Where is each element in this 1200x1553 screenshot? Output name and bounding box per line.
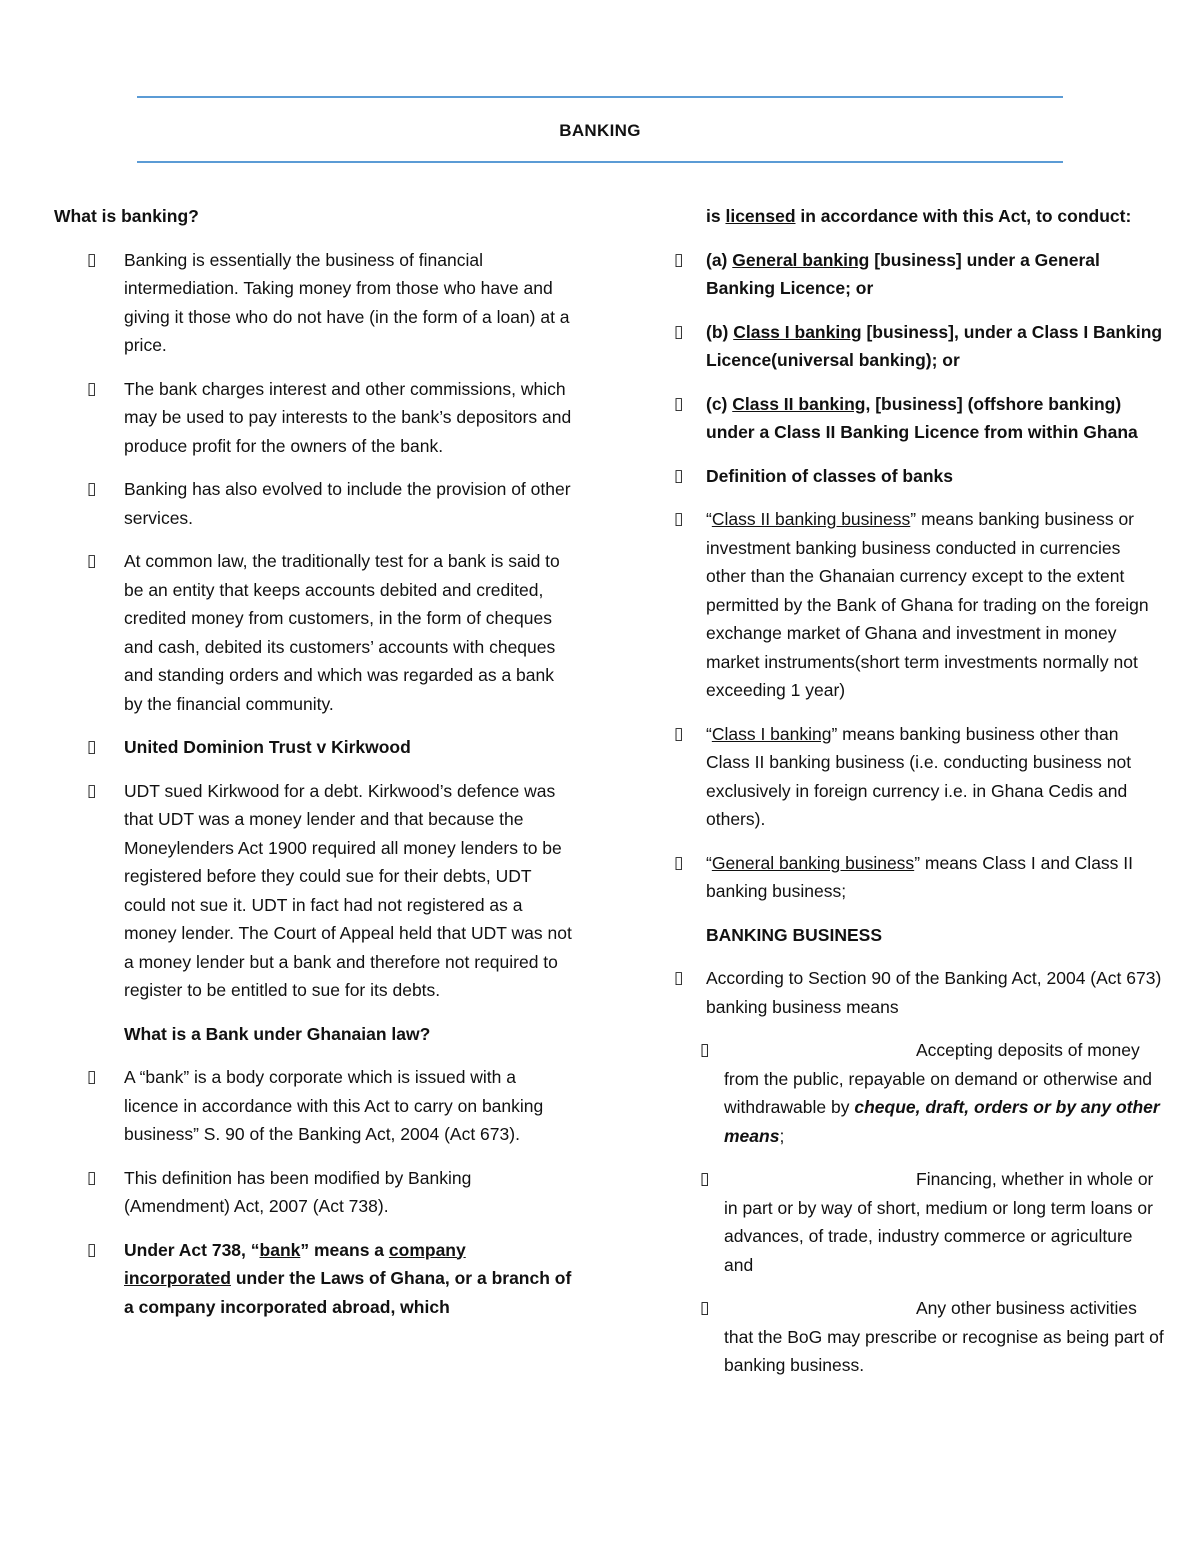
section-heading-banking-business: BANKING BUSINESS	[706, 924, 882, 945]
bullet-icon: ▯	[87, 378, 97, 398]
list-item-text: The bank charges interest and other commissions, which may be used to pay interests to the bank’s depositors and produce profit for the owners of the bank.	[124, 378, 572, 456]
bullet-icon: ▯	[700, 1040, 710, 1059]
bullet-icon: ▯	[87, 551, 97, 570]
bullet-icon: ▯	[700, 1298, 710, 1317]
bullet-icon: ▯	[674, 249, 684, 269]
sub-item-deposits: ▯ Accepting deposits of money from the public, repayable on demand or otherwise and withdrawable by cheque, draft, orders or by any other means;	[674, 1036, 1164, 1150]
section-heading-what-is-banking: What is banking?	[54, 206, 199, 226]
case-title: ▯ United Dominion Trust v Kirkwood	[54, 733, 574, 762]
definition-continuation: is licensed in accordance with this Act, to conduct:	[706, 206, 1132, 226]
header-bottom-rule	[137, 161, 1063, 163]
bullet-icon: ▯	[87, 737, 97, 756]
section-heading-classes: ▯ Definition of classes of banks	[674, 462, 1164, 491]
section-heading-ghanaian-law: What is a Bank under Ghanaian law?	[124, 1023, 431, 1044]
list-item: ▯ According to Section 90 of the Banking Act, 2004 (Act 673) banking business means	[674, 964, 1164, 1021]
sub-item-financing: ▯ Financing, whether in whole or in part or by way of short, medium or long term loans or advances, of trade, industry commerce or agriculture and	[674, 1165, 1164, 1279]
list-item: ▯ This definition has been modified by Banking (Amendment) Act, 2007 (Act 738).	[54, 1164, 574, 1221]
list-item	[54, 547, 574, 718]
bullet-icon: ▯	[87, 1167, 97, 1187]
bullet-icon: ▯	[674, 968, 684, 987]
list-item-text: Banking has also evolved to include the provision of other services.	[124, 479, 571, 528]
bullet-icon: ▯	[87, 249, 97, 269]
bullet-icon: ▯	[87, 479, 97, 498]
term-licensed: licensed	[725, 206, 796, 226]
bullet-icon: ▯	[674, 723, 684, 743]
right-column	[674, 202, 1164, 1395]
licence-item-b: ▯ (b) Class I banking [business], under a Class I Banking Licence(universal banking); or	[674, 318, 1164, 375]
licence-item-c: ▯ (c) Class II banking, [business] (offshore banking) under a Class II Banking Licence from within Ghana	[674, 390, 1164, 447]
definition-class-i: ▯ “Class I banking” means banking business other than Class II banking business (i.e. conducting business not exclusively in foreign currency i.e. in Ghana Cedis and others).	[674, 720, 1164, 834]
case-summary: ▯ UDT sued Kirkwood for a debt. Kirkwood’s defence was that UDT was a money lender and that because the Moneylenders Act 1900 required all money lenders to be registered before they could sue for their debts, UDT could not sue it. UDT in fact had not registered as a money lender. The Court of Appeal held that UDT was not a money lender but a bank and therefore not required to register to be entitled to sue for its debts.	[54, 777, 574, 1005]
bullet-icon: ▯	[87, 1239, 97, 1259]
bullet-icon: ▯	[674, 465, 684, 485]
bullet-icon: ▯	[674, 393, 684, 413]
definition-class-ii: ▯ “Class II banking business” means banking business or investment banking business conducted in currencies other than the Ghanaian currency except to the extent permitted by the Bank of Ghana for trading on the foreign exchange market of Ghana and investment in money market instruments(short term investments normally not exceeding 1 year)	[674, 505, 1164, 705]
header-top-rule	[137, 96, 1063, 98]
list-item-text: Banking is essentially the business of financial intermediation. Taking money from those who have and giving it those who do not have (in the form of a loan) at a price.	[124, 249, 570, 355]
page-title: BANKING	[559, 121, 641, 140]
sub-item-other-business: ▯ Any other business activities that the BoG may prescribe or recognise as being part of banking business.	[674, 1294, 1164, 1380]
bullet-icon: ▯	[674, 321, 684, 341]
bullet-icon: ▯	[87, 1067, 97, 1086]
left-column	[54, 202, 574, 1336]
list-item	[54, 246, 574, 360]
list-item	[54, 475, 574, 532]
list-item-text: At common law, the traditionally test for a bank is said to be an entity that keeps accounts debited and credited, credited money from customers, in the form of cheques and cash, debited its customers’ accounts with cheques and standing orders and which was regarded as a bank by the financial community.	[124, 551, 560, 714]
list-item: ▯ A “bank” is a body corporate which is issued with a licence in accordance with this Act to carry on banking business” S. 90 of the Banking Act, 2004 (Act 673).	[54, 1063, 574, 1149]
term-company-incorporated: company incorporated	[124, 1239, 466, 1288]
term-bank: bank	[259, 1239, 301, 1260]
licence-item-a: ▯ (a) General banking [business] under a General Banking Licence; or	[674, 246, 1164, 303]
act-738-definition: ▯ Under Act 738, “bank” means a company incorporated under the Laws of Ghana, or a branch of a company incorporated abroad, which	[54, 1236, 574, 1322]
list-item	[54, 375, 574, 461]
bullet-icon: ▯	[87, 780, 97, 800]
bullet-icon: ▯	[674, 509, 684, 528]
bullet-icon: ▯	[700, 1169, 710, 1188]
definition-general-banking: ▯ “General banking business” means Class I and Class II banking business;	[674, 849, 1164, 906]
bullet-icon: ▯	[674, 852, 684, 872]
